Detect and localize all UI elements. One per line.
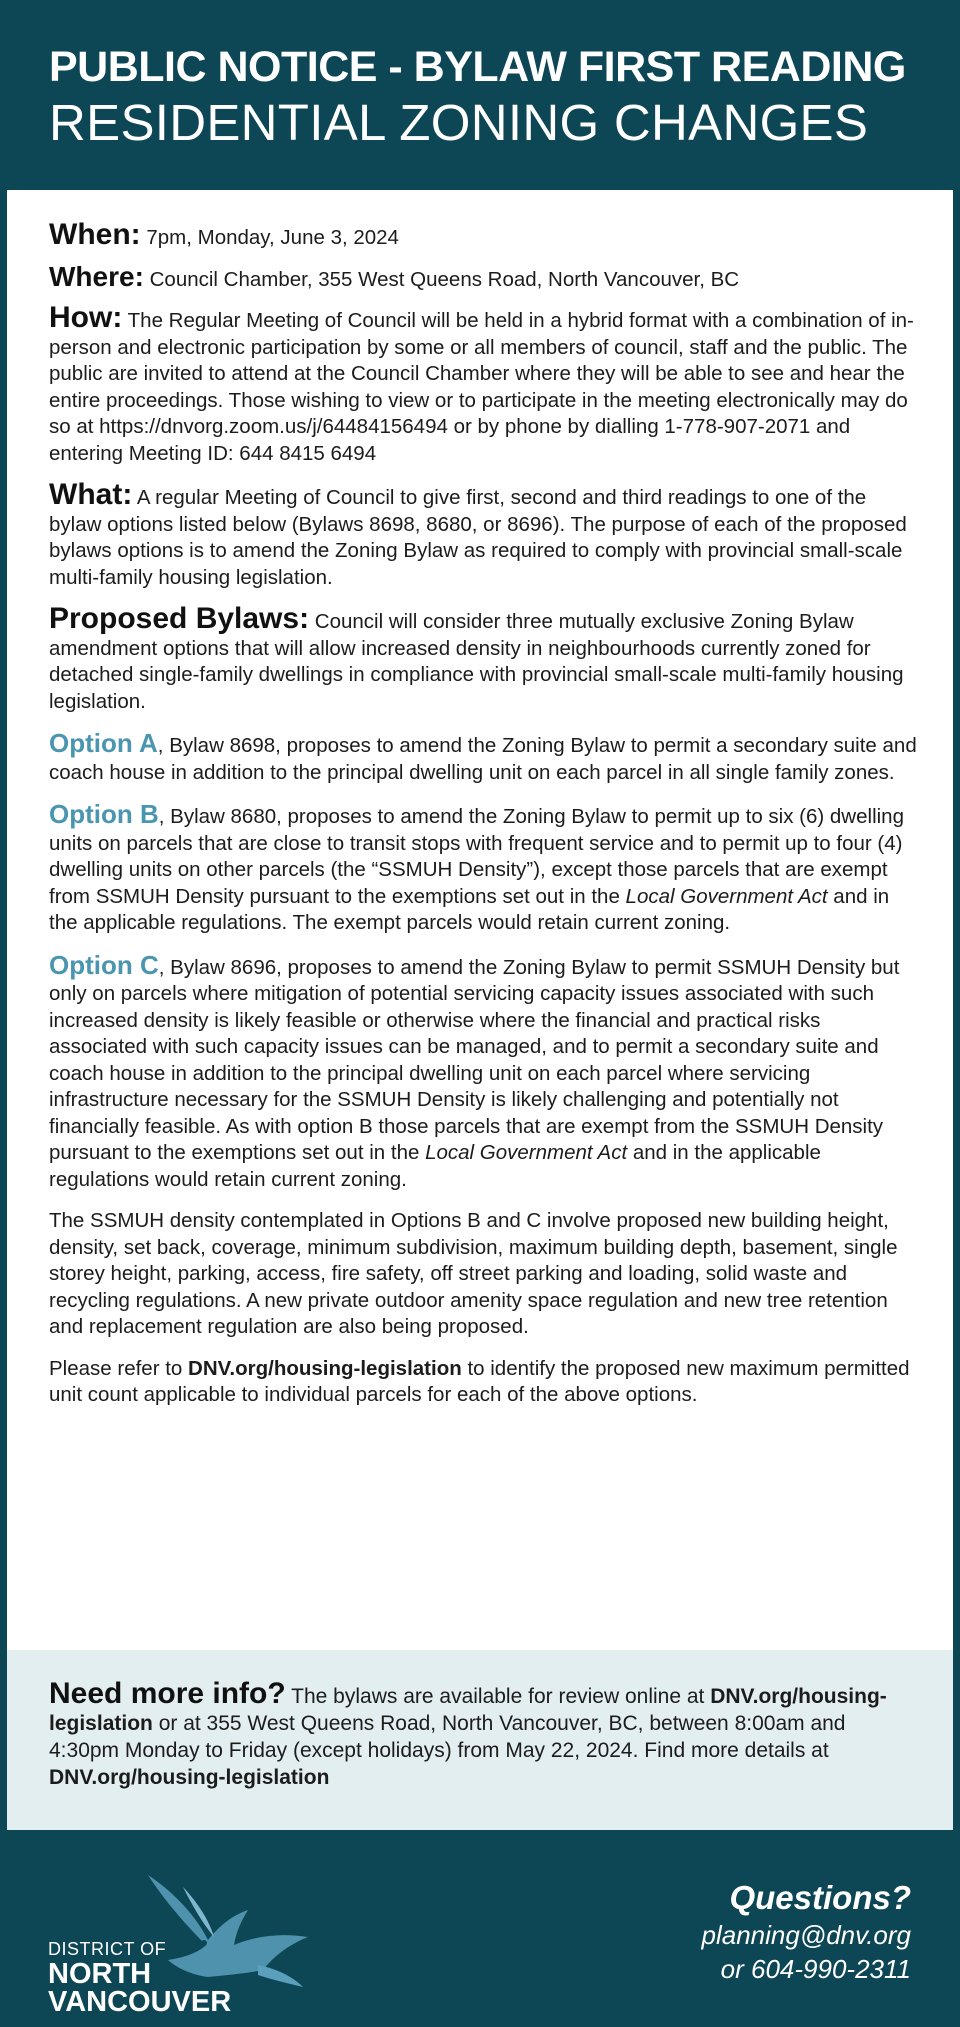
how-text: The Regular Meeting of Council will be held in a hybrid format with a combination of in-person and electronic participation by some or all members of council, staff and the public. The public are invited to attend at the Council Chamber where they will be able to see and hear the entire proceedings. Those wishing to view or to participate in the meeting electronically may do so at https://dnvorg.zoom.us/j/64484156494 or by phone by dialling 1-778-907-2071 and entering Meeting ID: 644 8415 6494 [49, 309, 914, 465]
refer-paragraph [49, 1356, 919, 1409]
refer-link[interactable]: DNV.org/housing-legislation [188, 1356, 462, 1380]
info-text-1: The bylaws are available for review online at [285, 1685, 711, 1708]
questions-block [702, 1878, 912, 1986]
info-text [49, 1677, 919, 1791]
ssmuh-paragraph: The SSMUH density contemplated in Options B and C involve proposed new building height, density, set back, coverage, minimum subdivision, maximum building depth, basement, single storey height, parking, access, fire safety, off street parking and loading, solid waste and recycling regulations. A new private outdoor amenity space regulation and new tree retention and replacement regulation are also being proposed. [49, 1209, 898, 1338]
where-label: Where: [49, 260, 144, 292]
district-logo [48, 1865, 348, 2018]
where-paragraph [49, 260, 919, 294]
info-text-2: or at 355 West Queens Road, North Vancouver, BC, between 8:00am and 4:30pm Monday to Friday (except holidays) from May 22, 2024. Find more details at [49, 1712, 846, 1762]
questions-label: Questions? [729, 1879, 911, 1916]
header [0, 0, 960, 190]
option-c-label: Option C [49, 949, 159, 980]
info-label: Need more info? [49, 1677, 286, 1710]
notice-subtitle: RESIDENTIAL ZONING CHANGES [49, 94, 869, 151]
what-text: A regular Meeting of Council to give first, second and third readings to one of the bylaw options listed below (Bylaws 8698, 8680, or 8696). The purpose of each of the proposed bylaws options is to amend the Zoning Bylaw as required to comply with provincial small-scale multi-family housing legislation. [49, 486, 907, 589]
option-c-paragraph [49, 949, 919, 1194]
option-b-text-end: and in the applicable regulations. The exempt parcels would retain current zoning. [49, 884, 890, 934]
notice-title: PUBLIC NOTICE - BYLAW FIRST READING [49, 43, 906, 91]
info-link-2[interactable]: DNV.org/housing-legislation [49, 1766, 330, 1789]
what-label: What: [49, 478, 133, 511]
option-b-label: Option B [49, 799, 159, 829]
option-a-label: Option A [49, 728, 158, 758]
proposed-bylaws-text: Council will consider three mutually exclusive Zoning Bylaw amendment options that will allow increased density in neighbourhoods currently zoned for detached single-family dwellings in compliance with provincial small-scale multi-family housing legislation. [49, 610, 904, 713]
refer-text-end: to identify the proposed new maximum permitted unit count applicable to individual parcels for each of the above options. [49, 1356, 910, 1406]
option-b-act: Local Government Act [625, 884, 828, 908]
logo-line-1: DISTRICT OF [48, 1939, 167, 1959]
contact-email[interactable]: planning@dnv.org [701, 1920, 911, 1950]
option-b-paragraph [49, 801, 919, 937]
proposed-bylaws-label: Proposed Bylaws: [49, 602, 310, 635]
contact-phone[interactable]: or 604-990-2311 [720, 1954, 911, 1984]
option-b-text: , Bylaw 8680, proposes to amend the Zoning Bylaw to permit up to six (6) dwelling units on parcels that are close to transit stops with frequent service and to permit up to four (4) dwelling units on other parcels (the “SSMUH Density”), except those parcels that are exempt from SSMUH Density pursuant to the exemptions set out in the [49, 805, 904, 908]
footer [0, 1830, 960, 2027]
info-box [7, 1650, 953, 1830]
logo-line-2: NORTH [48, 1958, 152, 1990]
logo-line-3: VANCOUVER [48, 1986, 232, 2018]
option-a-paragraph [49, 730, 919, 786]
notice-body [7, 190, 953, 1650]
what-paragraph [49, 478, 919, 591]
when-paragraph [49, 218, 919, 252]
option-c-act: Local Government Act [425, 1141, 628, 1164]
notice-content [49, 218, 919, 1424]
when-label: When: [49, 218, 141, 251]
how-label: How: [49, 301, 123, 334]
when-text: 7pm, Monday, June 3, 2024 [146, 226, 399, 249]
option-c-text: , Bylaw 8696, proposes to amend the Zoning Bylaw to permit SSMUH Density but only on parcels where mitigation of potential servicing capacity issues associated with such increased density is likely feasible or otherwise where the financial and practical risks associated with such capacity issues can be managed, and to permit a secondary suite and coach house in addition to the principal dwelling unit on each parcel where servicing infrastructure necessary for the SSMUH Density is likely challenging and potentially not financially feasible. As with option B those parcels that are exempt from the SSMUH Density pursuant to the exemptions set out in the [49, 955, 900, 1164]
how-paragraph [49, 301, 919, 467]
option-a-text: , Bylaw 8698, proposes to amend the Zoning Bylaw to permit a secondary suite and coach house in addition to the principal dwelling unit on each parcel in all single family zones. [49, 734, 917, 784]
option-c-text-end: and in the applicable regulations would retain current zoning. [49, 1141, 821, 1191]
where-text: Council Chamber, 355 West Queens Road, North Vancouver, BC [149, 267, 740, 291]
proposed-bylaws-paragraph [49, 602, 919, 715]
refer-text: Please refer to [49, 1356, 189, 1380]
info-link-1[interactable]: DNV.org/housing-legislation [49, 1685, 887, 1735]
